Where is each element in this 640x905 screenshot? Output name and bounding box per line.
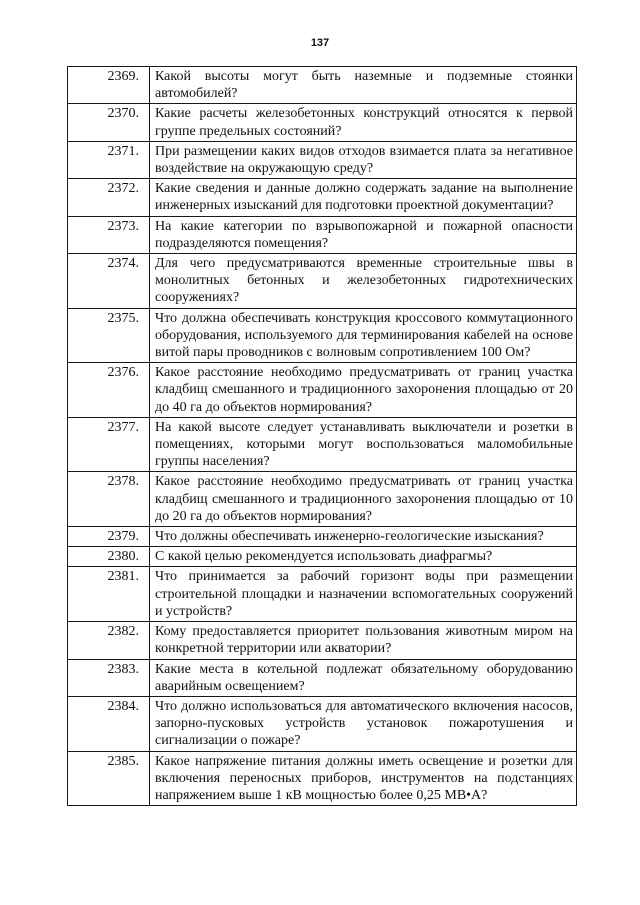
table-row: [68, 751, 577, 806]
table-row: [68, 527, 577, 547]
question-number: 2369.: [68, 67, 150, 104]
question-text: Какие расчеты железобетонных конструкций относятся к первой группе предельных состояний?: [150, 104, 577, 141]
question-number: 2374.: [68, 254, 150, 309]
question-text: С какой целью рекомендуется использовать диафрагмы?: [150, 547, 577, 567]
table-row: [68, 659, 577, 696]
table-row: [68, 417, 577, 472]
question-number: 2385.: [68, 751, 150, 806]
question-number: 2372.: [68, 179, 150, 216]
table-row: [68, 254, 577, 309]
table-row: [68, 216, 577, 253]
questions-table: [67, 66, 577, 806]
question-text: Какие сведения и данные должно содержать задание на выполнение инженерных изысканий для подготовки проектной документации?: [150, 179, 577, 216]
question-text: Кому предоставляется приоритет пользования животным миром на конкретной территории или акватории?: [150, 622, 577, 659]
question-text: Какое расстояние необходимо предусматривать от границ участка кладбищ смешанного и традиционного захоронения площадью от 10 до 20 га до объектов нормирования?: [150, 472, 577, 527]
question-text: При размещении каких видов отходов взимается плата за негативное воздействие на окружающую среду?: [150, 141, 577, 178]
question-text: Какой высоты могут быть наземные и подземные стоянки автомобилей?: [150, 67, 577, 104]
question-text: На какие категории по взрывопожарной и пожарной опасности подразделяются помещения?: [150, 216, 577, 253]
table-row: [68, 308, 577, 363]
question-number: 2376.: [68, 363, 150, 418]
table-row: [68, 104, 577, 141]
question-text: Какое расстояние необходимо предусматривать от границ участка кладбищ смешанного и традиционного захоронения площадью от 20 до 40 га до объектов нормирования?: [150, 363, 577, 418]
question-text: На какой высоте следует устанавливать выключатели и розетки в помещениях, которыми могут воспользоваться маломобильные группы населения?: [150, 417, 577, 472]
question-number: 2382.: [68, 622, 150, 659]
question-number: 2377.: [68, 417, 150, 472]
question-number: 2371.: [68, 141, 150, 178]
question-number: 2379.: [68, 527, 150, 547]
question-text: Что должно использоваться для автоматического включения насосов, запорно-пусковых устройств установок пожаротушения и сигнализации о пожаре?: [150, 696, 577, 751]
question-text: Что должна обеспечивать конструкция кроссового коммутационного оборудования, используемого для терминирования кабелей на основе витой пары проводников с волновым сопротивлением 100 Ом?: [150, 308, 577, 363]
question-text: Какие места в котельной подлежат обязательному оборудованию аварийным освещением?: [150, 659, 577, 696]
question-number: 2384.: [68, 696, 150, 751]
table-row: [68, 67, 577, 104]
table-row: [68, 696, 577, 751]
question-number: 2375.: [68, 308, 150, 363]
question-number: 2380.: [68, 547, 150, 567]
table-row: [68, 547, 577, 567]
table-row: [68, 363, 577, 418]
question-number: 2383.: [68, 659, 150, 696]
table-row: [68, 179, 577, 216]
question-text: Какое напряжение питания должны иметь освещение и розетки для включения переносных приборов, инструментов на подстанциях напряжением выше 1 кВ мощностью более 0,25 МВ•А?: [150, 751, 577, 806]
table-row: [68, 622, 577, 659]
table-row: [68, 141, 577, 178]
question-text: Что принимается за рабочий горизонт воды при размещении строительной площадки и назначении вспомогательных сооружений и устройств?: [150, 567, 577, 622]
question-text: Что должны обеспечивать инженерно-геологические изыскания?: [150, 527, 577, 547]
page-number: 137: [310, 37, 330, 49]
question-text: Для чего предусматриваются временные строительные швы в монолитных бетонных и железобетонных гидротехнических сооружениях?: [150, 254, 577, 309]
table-row: [68, 567, 577, 622]
question-number: 2381.: [68, 567, 150, 622]
question-number: 2370.: [68, 104, 150, 141]
question-number: 2378.: [68, 472, 150, 527]
table-row: [68, 472, 577, 527]
question-number: 2373.: [68, 216, 150, 253]
